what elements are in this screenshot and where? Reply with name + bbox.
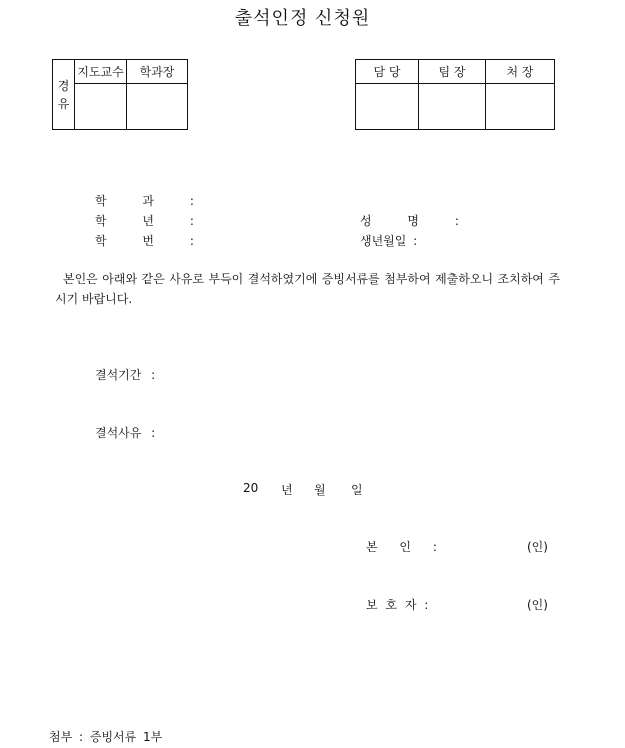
date-day: 일 bbox=[351, 483, 363, 497]
self-seal-mark: (인) bbox=[527, 540, 548, 554]
absence-period-label: 결석기간 : bbox=[95, 368, 156, 382]
attachment-note: 첨부 : 증빙서류 1부 bbox=[49, 730, 163, 744]
approval-table-left bbox=[52, 59, 188, 130]
student-id-label: 학 번 : bbox=[95, 234, 194, 248]
year-label: 학 년 : bbox=[95, 214, 194, 228]
director-header: 처 장 bbox=[486, 60, 555, 84]
birthdate-label: 생년월일 : bbox=[360, 234, 418, 248]
request-statement: 본인은 아래와 같은 사유로 부득이 결석하였기에 증빙서류를 첨부하여 제출하오니 조치하여 주시기 바랍니다. bbox=[55, 272, 560, 306]
name-label: 성 명 : bbox=[360, 214, 459, 228]
route-label-2: 유 bbox=[57, 96, 70, 111]
team-leader-header: 팀 장 bbox=[419, 60, 486, 84]
team-leader-sign-box bbox=[419, 84, 486, 130]
date-month: 월 bbox=[314, 483, 326, 497]
route-label-cell bbox=[53, 60, 75, 130]
absence-reason-label: 결석사유 : bbox=[95, 426, 156, 440]
director-sign-box bbox=[486, 84, 555, 130]
advisor-header: 지도교수 bbox=[75, 60, 127, 84]
route-label-1: 경 bbox=[57, 78, 70, 93]
date-year-prefix: 20 bbox=[243, 481, 259, 495]
page-title: 출석인정 신청원 bbox=[234, 8, 371, 29]
dept-label: 학 과 : bbox=[95, 194, 194, 208]
guardian-signature-label: 보 호 자 : bbox=[366, 598, 429, 612]
dept-head-sign-box bbox=[127, 84, 188, 130]
approval-table-right bbox=[355, 59, 555, 130]
dept-head-header: 학과장 bbox=[127, 60, 188, 84]
staff-header: 담 당 bbox=[356, 60, 419, 84]
date-year: 년 bbox=[281, 483, 293, 497]
self-signature-label: 본 인 : bbox=[366, 540, 437, 554]
guardian-seal-mark: (인) bbox=[527, 598, 548, 612]
advisor-sign-box bbox=[75, 84, 127, 130]
staff-sign-box bbox=[356, 84, 419, 130]
